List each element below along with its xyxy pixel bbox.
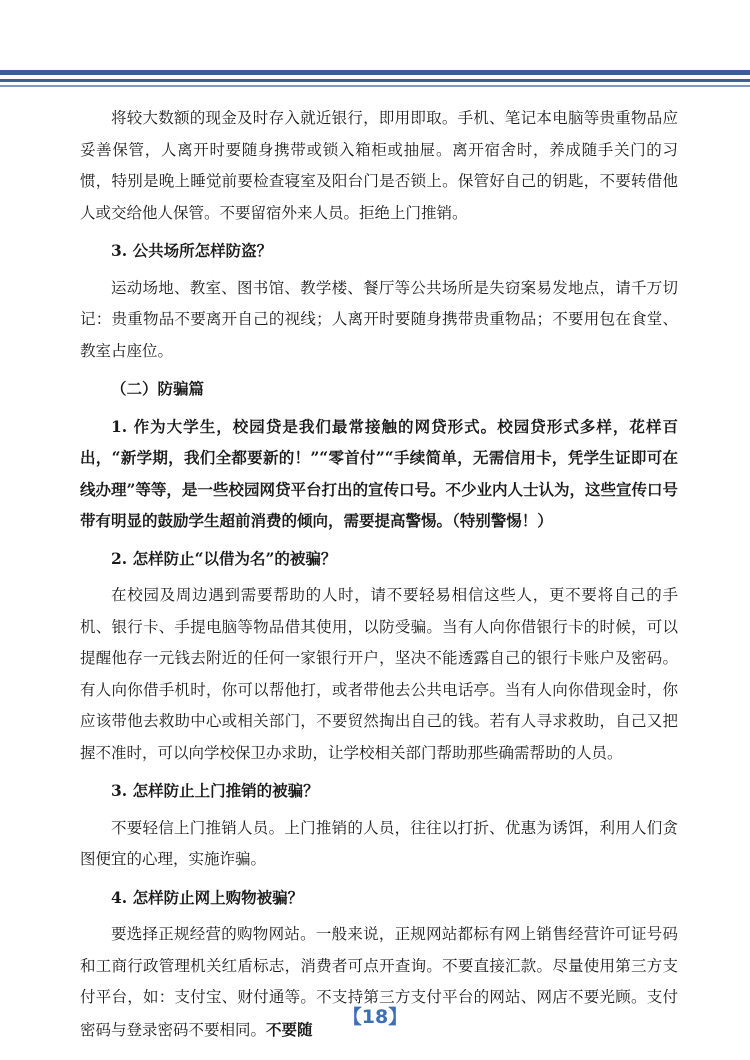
bold-paragraph: 1. 作为大学生，校园贷是我们最常接触的网贷形式。校园贷形式多样，花样百出，“新学期，我们全都要新的！”“零首付”“手续简单，无需信用卡，凭学生证即可在线办理”等等，是一些校园网贷平台打出的宣传口号。不少业内人士认为，这些宣传口号带有明显的鼓励学生超前消费的倾向，需要提高警惕。（特别警惕！） [80,416,678,530]
paragraph: 运动场地、教室、图书馆、教学楼、餐厅等公共场所是失窃案易发地点，请千万切记：贵重物品不要离开自己的视线；人离开时要随身携带贵重物品；不要用包在食堂、教室占座位。 [80,278,678,360]
paragraph-text: 要选择正规经营的购物网站。一般来说，正规网站都标有网上销售经营许可证号码和工商行政管理机关红盾标志，消费者可点开查询。不要直接汇款。尽量使用第三方支付平台，如：支付宝、财付通等。不支持第三方支付平台的网站、网店不要光顾。支付密码与登录密码不要相同。 [80,925,678,1039]
paragraph: 不要轻信上门推销人员。上门推销的人员，往往以打折、优惠为诱饵，利用人们贪图便宜的心理，实施诈骗。 [80,818,678,868]
paragraph-bold-tail: 不要随 [266,1019,313,1039]
section-heading: 4. 怎样防止网上购物被骗？ [111,887,304,907]
header-rule-bottom [0,85,750,87]
paragraph: 在校园及周边遇到需要帮助的人时，请不要轻易相信这些人，更不要将自己的手机、银行卡、手提电脑等物品借其使用，以防受骗。当有人向你借银行卡的时候，可以提醒他存一元钱去附近的任何一家银行开户，坚决不能透露自己的银行卡账户及密码。有人向你借手机时，你可以帮他打，或者带他去公共电话亭。当有人向你借现金时，你应该带他去救助中心或相关部门，不要贸然掏出自己的钱。若有人寻求救助，自己又把握不准时，可以向学校保卫办求助，让学校相关部门帮助那些确需帮助的人员。 [80,586,678,762]
chapter-heading: （二）防骗篇 [111,379,205,398]
header-rule-middle [0,79,750,82]
paragraph: 将较大数额的现金及时存入就近银行，即用即取。手机、笔记本电脑等贵重物品应妥善保管，人离开时要随身携带或锁入箱柜或抽屉。离开宿舍时，养成随手关门的习惯，特别是晚上睡觉前要检查寝室及阳台门是否锁上。保管好自己的钥匙，不要转借他人或交给他人保管。不要留宿外来人员。拒绝上门推销。 [80,109,678,222]
section-heading: 2. 怎样防止“以借为名”的被骗？ [111,548,337,568]
section-heading: 3. 公共场所怎样防盗？ [111,241,273,260]
section-heading: 3. 怎样防止上门推销的被骗？ [111,781,319,800]
document-body [80,103,678,1046]
page-number: 【18】 [342,1006,408,1028]
header-rule-top [0,70,750,75]
